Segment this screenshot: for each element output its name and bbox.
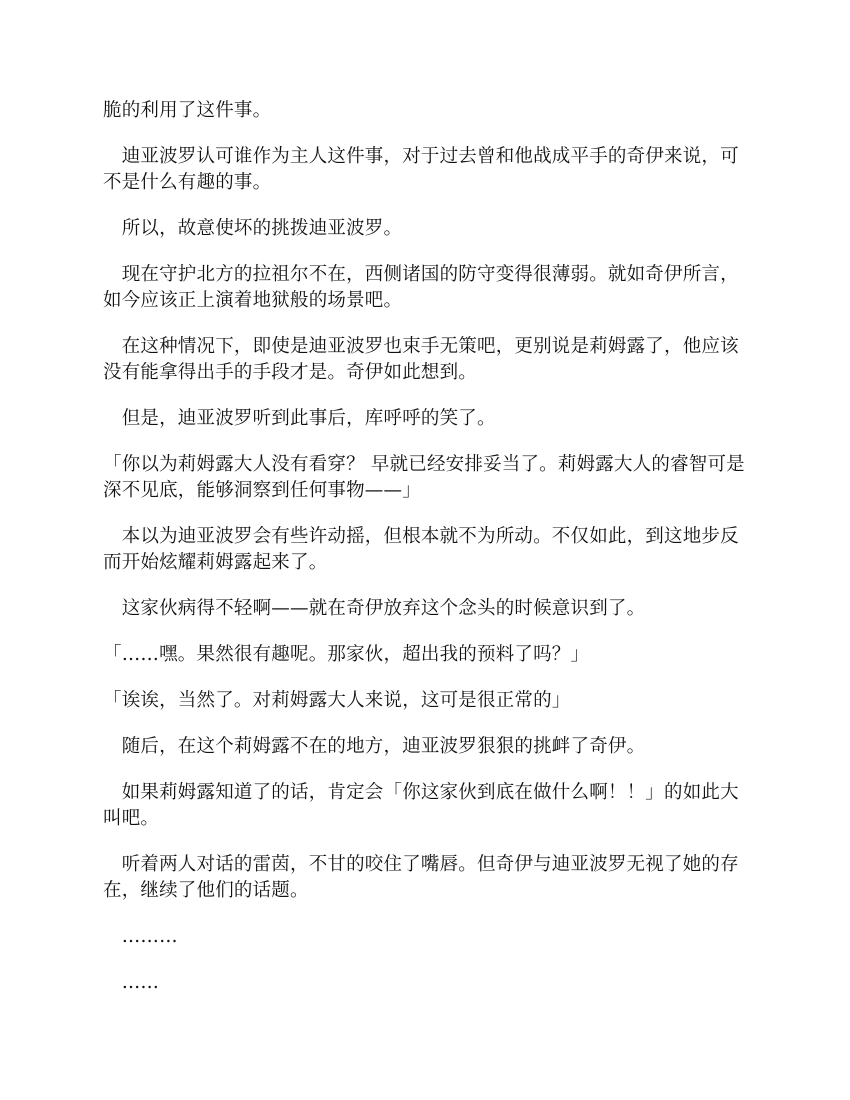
dialogue-paragraph: 「……嘿。果然很有趣呢。那家伙，超出我的预料了吗？」 — [103, 644, 590, 665]
ellipsis-paragraph: …… — [103, 972, 160, 993]
paragraph: 迪亚波罗认可谁作为主人这件事，对于过去曾和他战成平手的奇伊来说，可不是什么有趣的事。 — [103, 146, 739, 193]
paragraph: 但是，迪亚波罗听到此事后，库呼呼的笑了。 — [103, 408, 496, 429]
paragraph: 所以，故意使坏的挑拨迪亚波罗。 — [103, 218, 403, 239]
paragraph: 在这种情况下，即使是迪亚波罗也束手无策吧，更别说是莉姆露了，他应该没有能拿得出手的手段才是。奇伊如此想到。 — [103, 336, 739, 383]
paragraph: 本以为迪亚波罗会有些许动摇，但根本就不为所动。不仅如此，到这地步反而开始炫耀莉姆露起来了。 — [103, 526, 739, 573]
paragraph: 听着两人对话的雷茵，不甘的咬住了嘴唇。但奇伊与迪亚波罗无视了她的存在，继续了他们的话题。 — [103, 854, 739, 901]
dialogue-paragraph: 「诶诶，当然了。对莉姆露大人来说，这可是很正常的」 — [103, 690, 571, 711]
paragraph: 现在守护北方的拉祖尔不在，西侧诸国的防守变得很薄弱。就如奇伊所言，如今应该正上演着地狱般的场景吧。 — [103, 264, 739, 311]
paragraph: 随后，在这个莉姆露不在的地方，迪亚波罗狠狠的挑衅了奇伊。 — [103, 736, 646, 757]
dialogue-paragraph: 「你以为莉姆露大人没有看穿？ 早就已经安排妥当了。莉姆露大人的睿智可是深不见底，能够洞察到任何事物——」 — [103, 454, 745, 501]
paragraph: 脆的利用了这件事。 — [103, 100, 272, 121]
paragraph: 如果莉姆露知道了的话，肯定会「你这家伙到底在做什么啊！！」的如此大叫吧。 — [103, 782, 739, 829]
ellipsis-paragraph: ……… — [103, 926, 178, 947]
paragraph: 这家伙病得不轻啊——就在奇伊放弃这个念头的时候意识到了。 — [103, 598, 646, 619]
document-body — [103, 98, 751, 1016]
